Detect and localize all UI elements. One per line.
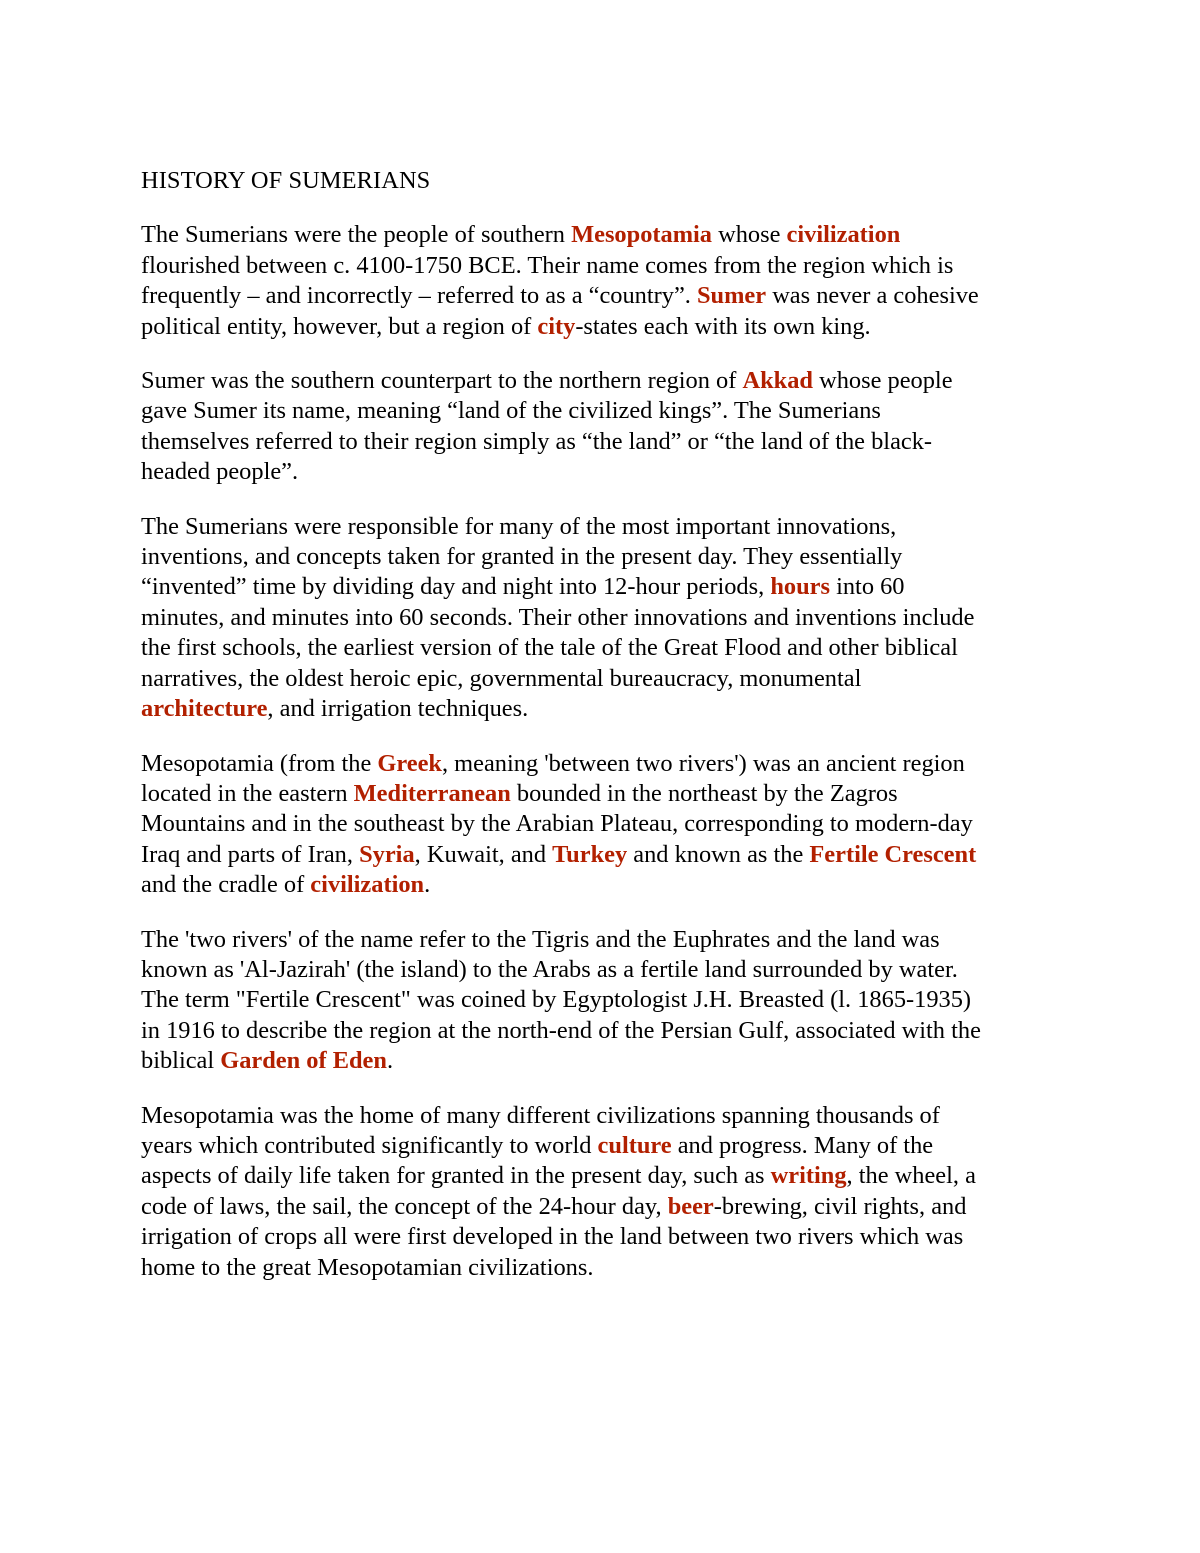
paragraph-text: and known as the (627, 840, 810, 868)
paragraph-text: . (424, 871, 431, 899)
hyperlink[interactable]: architecture (141, 695, 268, 723)
paragraph-text: and the cradle of (141, 871, 305, 899)
hyperlink[interactable]: Greek (377, 749, 442, 777)
paragraph-text: Mesopotamia was the home of many different civilizations spanning thousands of years which contributed significantly to world (141, 1101, 940, 1159)
hyperlink[interactable]: hours (770, 573, 830, 601)
hyperlink[interactable]: Garden of Eden (220, 1047, 387, 1075)
hyperlink[interactable]: Mesopotamia (571, 221, 712, 249)
paragraph-text: Sumer was the southern counterpart to the northern region of (141, 367, 743, 395)
paragraph-text: was never a cohesive political entity, however, but a region of (141, 282, 979, 340)
paragraph-text: flourished between c. 4100-1750 BCE. Their name comes from the region which is frequently – and incorrectly – referred to as a “country”. (141, 251, 954, 310)
paragraph (141, 1101, 1061, 1283)
paragraph (141, 366, 1061, 488)
hyperlink[interactable]: culture (597, 1131, 672, 1159)
hyperlink[interactable]: Mediterranean (353, 779, 511, 807)
paragraph-text: . (386, 1047, 394, 1075)
paragraphs-container (141, 220, 1061, 1283)
hyperlink[interactable]: city (537, 312, 576, 340)
paragraph (141, 512, 1061, 725)
paragraph-text: , the wheel, a code of laws, the sail, the concept of the 24-hour day, (141, 1162, 976, 1220)
hyperlink[interactable]: civilization (310, 871, 425, 899)
document-body (141, 166, 1061, 1307)
paragraph-text: bounded in the northeast by the Zagros Mountains and in the southeast by the Arabian Plateau, corresponding to modern-day Iraq and parts of Iran, (141, 779, 973, 868)
paragraph (141, 925, 1061, 1077)
paragraph-text: Mesopotamia (from the (141, 749, 378, 777)
paragraph (141, 749, 1061, 901)
paragraph-text: whose (712, 221, 787, 249)
hyperlink[interactable]: Syria (359, 840, 415, 868)
paragraph-text: -states each with its own king. (575, 312, 871, 340)
hyperlink[interactable]: Akkad (742, 367, 813, 395)
hyperlink[interactable]: civilization (786, 221, 901, 249)
paragraph-text: whose people gave Sumer its name, meaning “land of the civilized kings”. The Sumerians themselves referred to their region simply as “the land” or “the land of the black- headed people”. (141, 367, 953, 486)
paragraph-text: The 'two rivers' of the name refer to the Tigris and the Euphrates and the land was known as 'Al-Jazirah' (the island) to the Arabs as a fertile land surrounded by water. The term "Fertile Crescent" was coined by Egyptologist J.H. Breasted (l. 1865-1935) in 1916 to describe the region at the north-end of the Persian Gulf, associated with the biblical (141, 925, 981, 1075)
paragraph-text: and progress. Many of the aspects of daily life taken for granted in the present day, such as (141, 1131, 934, 1190)
hyperlink[interactable]: Sumer (696, 282, 767, 310)
hyperlink[interactable]: Fertile Crescent (809, 840, 977, 868)
paragraph-text: , meaning 'between two rivers') was an ancient region located in the eastern (141, 749, 965, 807)
paragraph (141, 220, 1061, 342)
paragraph-text: , Kuwait, and (414, 840, 553, 868)
hyperlink[interactable]: Turkey (552, 840, 628, 868)
hyperlink[interactable]: beer (667, 1192, 714, 1220)
hyperlink[interactable]: writing (770, 1162, 847, 1190)
document-title: HISTORY OF SUMERIANS (141, 167, 431, 194)
paragraph-text: The Sumerians were responsible for many of the most important innovations, inventions, and concepts taken for granted in the present day. They essentially “invented” time by dividing day and night into 12-hour periods, (141, 512, 903, 601)
paragraph-text: , and irrigation techniques. (267, 695, 529, 723)
paragraph-text: -brewing, civil rights, and irrigation of crops all were first developed in the land between two rivers which was home to the great Mesopotamian civilizations. (141, 1192, 967, 1281)
paragraph-text: The Sumerians were the people of southern (141, 221, 572, 249)
paragraph-text: into 60 minutes, and minutes into 60 seconds. Their other innovations and inventions include the first schools, the earliest version of the tale of the Great Flood and other biblical narratives, the oldest heroic epic, governmental bureaucracy, monumental (141, 573, 975, 692)
